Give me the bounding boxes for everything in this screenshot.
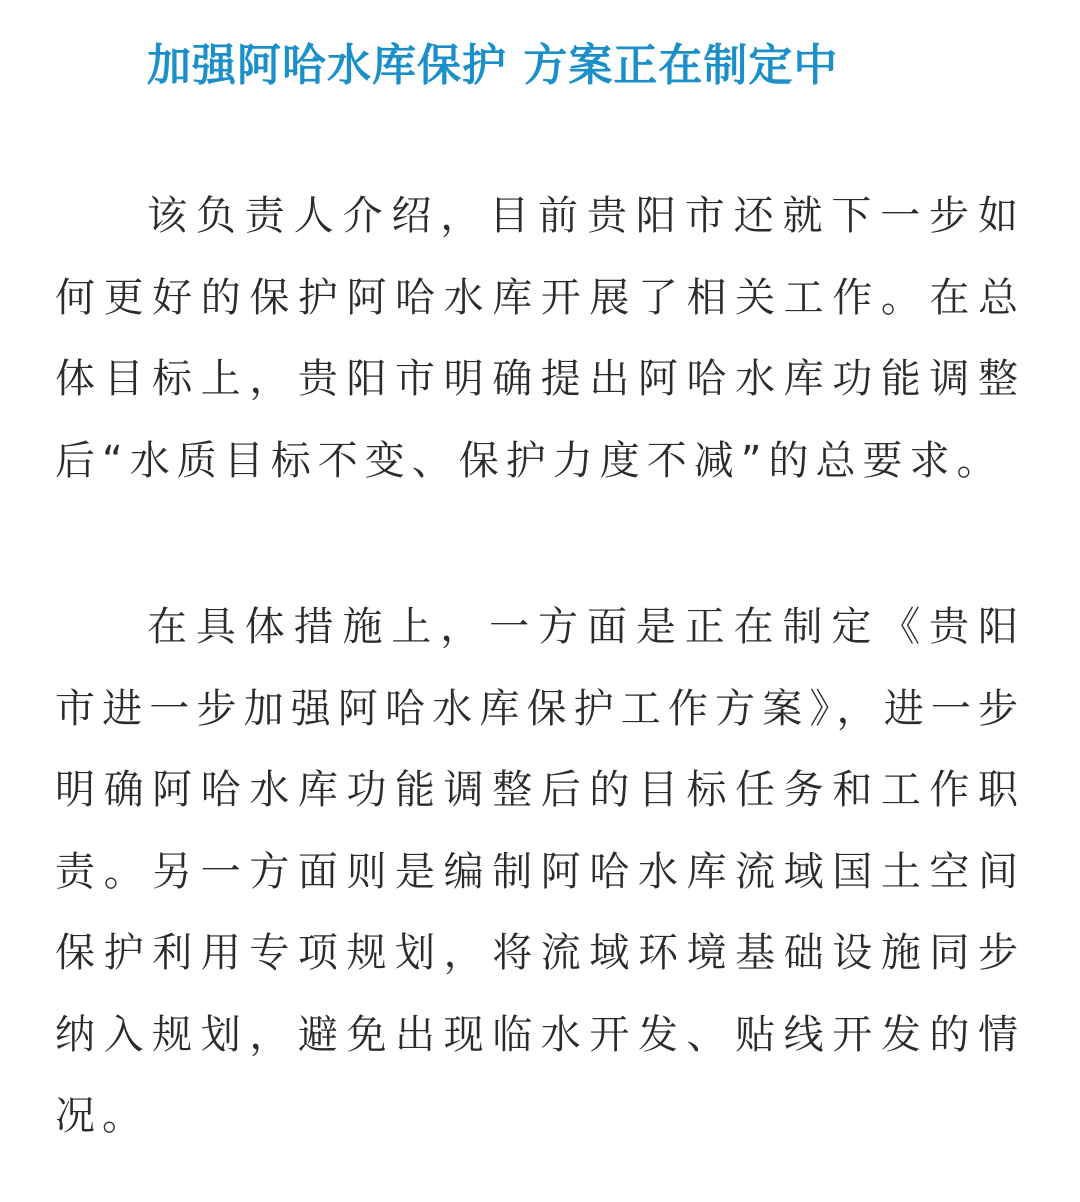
section-headline: 加强阿哈水库保护 方案正在制定中 [147,40,839,91]
paragraph-overall-goal: 该负责人介绍，目前贵阳市还就下一步如何更好的保护阿哈水库开展了相关工作。在总体目标上，贵阳市明确提出阿哈水库功能调整后“水质目标不变、保护力度不减”的总要求。 [55,193,1025,484]
paragraph-specific-measures: 在具体措施上，一方面是正在制定《贵阳市进一步加强阿哈水库保护工作方案》，进一步明确阿哈水库功能调整后的目标任务和工作职责。另一方面则是编制阿哈水库流域国土空间保护利用专项规划，将流域环境基础设施同步纳入规划，避免出现临水开发、贴线开发的情况。 [55,604,1025,1139]
